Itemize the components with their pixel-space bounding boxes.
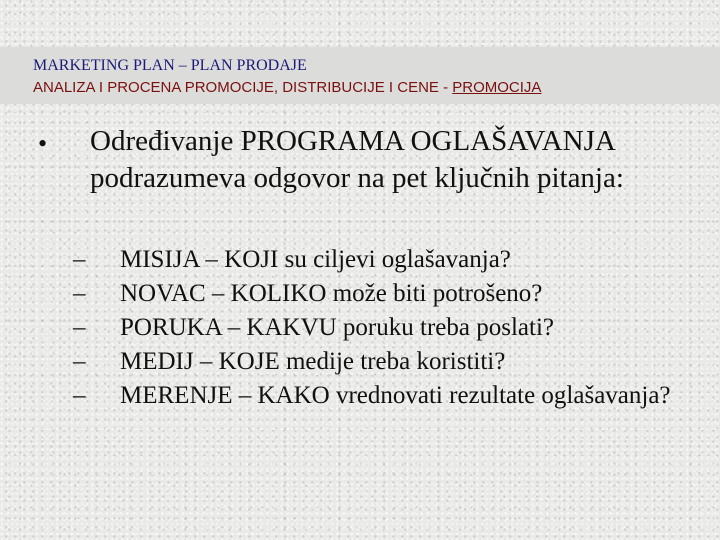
sub-point-list	[73, 243, 693, 413]
list-item	[73, 345, 693, 379]
dash-icon: –	[73, 348, 86, 375]
list-item	[73, 243, 693, 277]
list-item	[73, 379, 693, 413]
bullet-icon: •	[38, 129, 48, 158]
main-bullet-text: Određivanje PROGRAMA OGLAŠAVANJA podrazumeva odgovor na pet ključnih pitanja:	[90, 125, 624, 194]
list-item	[73, 277, 693, 311]
subtitle-prefix: ANALIZA I PROCENA PROMOCIJE, DISTRIBUCIJE I CENE -	[33, 79, 453, 96]
sub-point-text: MISIJA – KOJI su ciljevi oglašavanja?	[120, 246, 511, 273]
sub-point-text: NOVAC – KOLIKO može biti potrošeno?	[120, 280, 543, 307]
sub-point-text: MEDIJ – KOJE medije treba koristiti?	[120, 348, 506, 375]
slide-title: MARKETING PLAN – PLAN PRODAJE	[33, 57, 307, 74]
subtitle-highlight: PROMOCIJA	[452, 79, 542, 96]
dash-icon: –	[73, 314, 86, 341]
dash-icon: –	[73, 280, 86, 307]
sub-point-text: PORUKA – KAKVU poruku treba poslati?	[120, 314, 554, 341]
list-item	[73, 311, 693, 345]
dash-icon: –	[73, 246, 86, 273]
sub-point-text: MERENJE – KAKO vrednovati rezultate oglašavanja?	[120, 382, 671, 409]
dash-icon: –	[73, 382, 86, 409]
slide-subtitle	[33, 79, 541, 96]
